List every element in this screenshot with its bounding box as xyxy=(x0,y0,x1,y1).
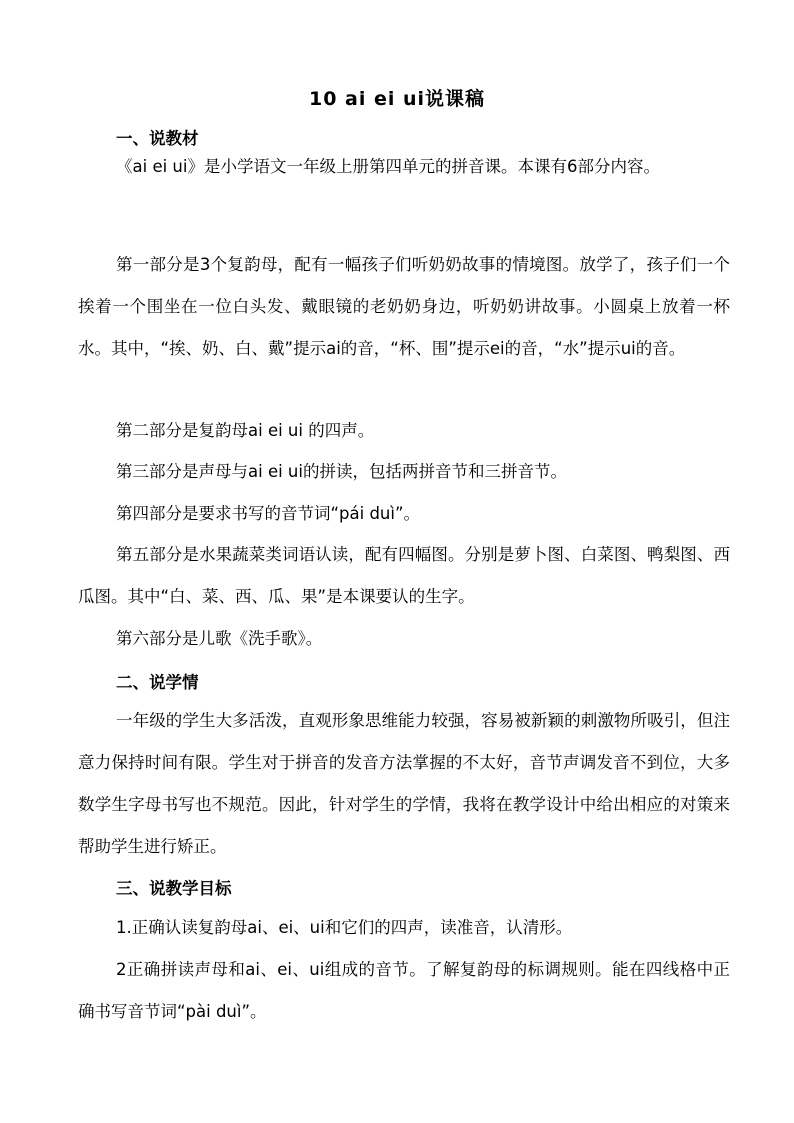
paragraph-part-five: 第五部分是水果蔬菜类词语认读，配有四幅图。分别是萝卜图、白菜图、鸭梨图、西瓜图。其中“白、菜、西、瓜、果”是本课要认的生字。 xyxy=(78,545,730,606)
paragraph-intro: 《ai ei ui》是小学语文一年级上册第四单元的拼音课。本课有6部分内容。 xyxy=(116,157,660,176)
section-heading-student-analysis: 二、说学情 xyxy=(116,673,199,692)
paragraph-goal-two: 2正确拼读声母和ai、ei、ui组成的音节。了解复韵母的标调规则。能在四线格中正确书写音节词“pài duì”。 xyxy=(78,960,730,1021)
section-heading-teaching-material: 一、说教材 xyxy=(116,129,199,148)
paragraph-part-two: 第二部分是复韵母ai ei ui 的四声。 xyxy=(116,421,375,440)
paragraph-student-analysis: 一年级的学生大多活泼，直观形象思维能力较强，容易被新颖的刺激物所吸引，但注意力保持时间有限。学生对于拼音的发音方法掌握的不太好，音节声调发音不到位，大多数学生字母书写也不规范。因此，针对学生的学情，我将在教学设计中给出相应的对策来帮助学生进行矫正。 xyxy=(78,711,730,856)
paragraph-part-three: 第三部分是声母与ai ei ui的拼读，包括两拼音节和三拼音节。 xyxy=(116,462,567,481)
paragraph-goal-one: 1.正确认读复韵母ai、ei、ui和它们的四声，读准音，认清形。 xyxy=(116,918,573,937)
paragraph-part-six: 第六部分是儿歌《洗手歌》。 xyxy=(116,629,323,648)
paragraph-part-one: 第一部分是3个复韵母，配有一幅孩子们听奶奶故事的情境图。放学了，孩子们一个挨着一个围坐在一位白头发、戴眼镜的老奶奶身边，听奶奶讲故事。小圆桌上放着一杯水。其中，“挨、奶、白、戴”提示ai的音，“杯、围”提示ei的音，“水”提示ui的音。 xyxy=(78,255,730,358)
paragraph-part-four: 第四部分是要求书写的音节词“pái duì”。 xyxy=(116,504,421,523)
document-title: 10 ai ei ui说课稿 xyxy=(308,88,486,110)
section-heading-teaching-goals: 三、说教学目标 xyxy=(116,879,232,898)
